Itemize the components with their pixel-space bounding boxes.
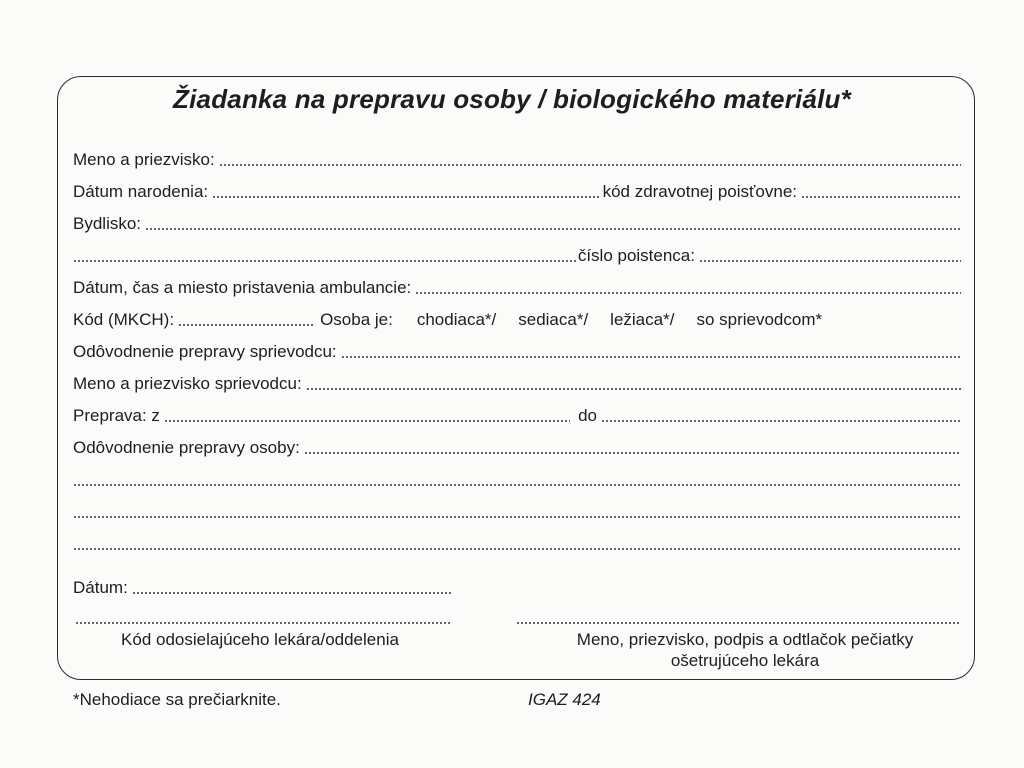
- address-row: [73, 210, 963, 234]
- escort-name-row: [73, 370, 963, 394]
- option-sitting[interactable]: sediaca*/: [518, 310, 589, 329]
- date-row: [73, 574, 455, 598]
- insurance-code-field[interactable]: [801, 196, 961, 198]
- insured-number-label: číslo poistenca:: [577, 246, 695, 265]
- birth-row: [73, 178, 963, 202]
- transport-from-label: Preprava: z: [73, 406, 160, 425]
- escort-reason-row: [73, 338, 963, 362]
- mkch-label: Kód (MKCH):: [73, 310, 175, 329]
- date-field[interactable]: [132, 592, 453, 594]
- address-field[interactable]: [145, 228, 961, 230]
- birth-date-field[interactable]: [212, 196, 600, 198]
- sender-code-caption: Kód odosielajúceho lekára/oddelenia: [121, 630, 399, 649]
- birth-date-label: Dátum narodenia:: [73, 182, 209, 201]
- escort-name-field[interactable]: [306, 388, 961, 390]
- person-is-label: Osoba je:: [320, 310, 393, 329]
- footer-note: *Nehodiace sa prečiarknite.: [73, 690, 281, 709]
- person-reason-row-2: [73, 466, 963, 490]
- name-row: [73, 146, 963, 170]
- transport-row: [73, 402, 963, 426]
- address-field-2[interactable]: [73, 260, 576, 262]
- pickup-row: [73, 274, 963, 298]
- person-reason-field-4[interactable]: [73, 548, 961, 550]
- option-lying[interactable]: ležiaca*/: [610, 310, 675, 329]
- form-code: IGAZ 424: [528, 690, 601, 709]
- person-reason-field[interactable]: [304, 452, 961, 454]
- person-reason-row: [73, 434, 963, 458]
- doctor-caption-line1: Meno, priezvisko, podpis a odtlačok pečiatky: [576, 630, 914, 649]
- transport-to-label: do: [578, 406, 597, 425]
- person-reason-row-4: [73, 530, 963, 554]
- escort-name-label: Meno a priezvisko sprievodcu:: [73, 374, 302, 393]
- name-label: Meno a priezvisko:: [73, 150, 215, 169]
- insurance-code-label: kód zdravotnej poisťovne:: [602, 182, 797, 201]
- doctor-signature-field[interactable]: [516, 622, 961, 624]
- transport-from-field[interactable]: [164, 420, 570, 422]
- name-field[interactable]: [219, 164, 961, 166]
- transport-to-field[interactable]: [601, 420, 961, 422]
- sender-code-field[interactable]: [75, 622, 450, 624]
- escort-reason-label: Odôvodnenie prepravy sprievodcu:: [73, 342, 337, 361]
- option-with-escort[interactable]: so sprievodcom*: [696, 310, 823, 329]
- address-label: Bydlisko:: [73, 214, 142, 233]
- person-reason-label: Odôvodnenie prepravy osoby:: [73, 438, 300, 457]
- option-walking[interactable]: chodiaca*/: [416, 310, 497, 329]
- person-reason-row-3: [73, 498, 963, 522]
- escort-reason-field[interactable]: [341, 356, 961, 358]
- form-title: Žiadanka na prepravu osoby / biologického materiálu*: [173, 84, 851, 114]
- doctor-caption-line2: ošetrujúceho lekára: [670, 651, 820, 670]
- pickup-field[interactable]: [415, 292, 961, 294]
- pickup-label: Dátum, čas a miesto pristavenia ambulancie:: [73, 278, 412, 297]
- person-reason-field-3[interactable]: [73, 516, 961, 518]
- address-row-2: [73, 242, 963, 266]
- mkch-row: [73, 306, 963, 330]
- date-label: Dátum:: [73, 578, 128, 597]
- mkch-field[interactable]: [178, 324, 314, 326]
- person-reason-field-2[interactable]: [73, 484, 961, 486]
- insured-number-field[interactable]: [699, 260, 961, 262]
